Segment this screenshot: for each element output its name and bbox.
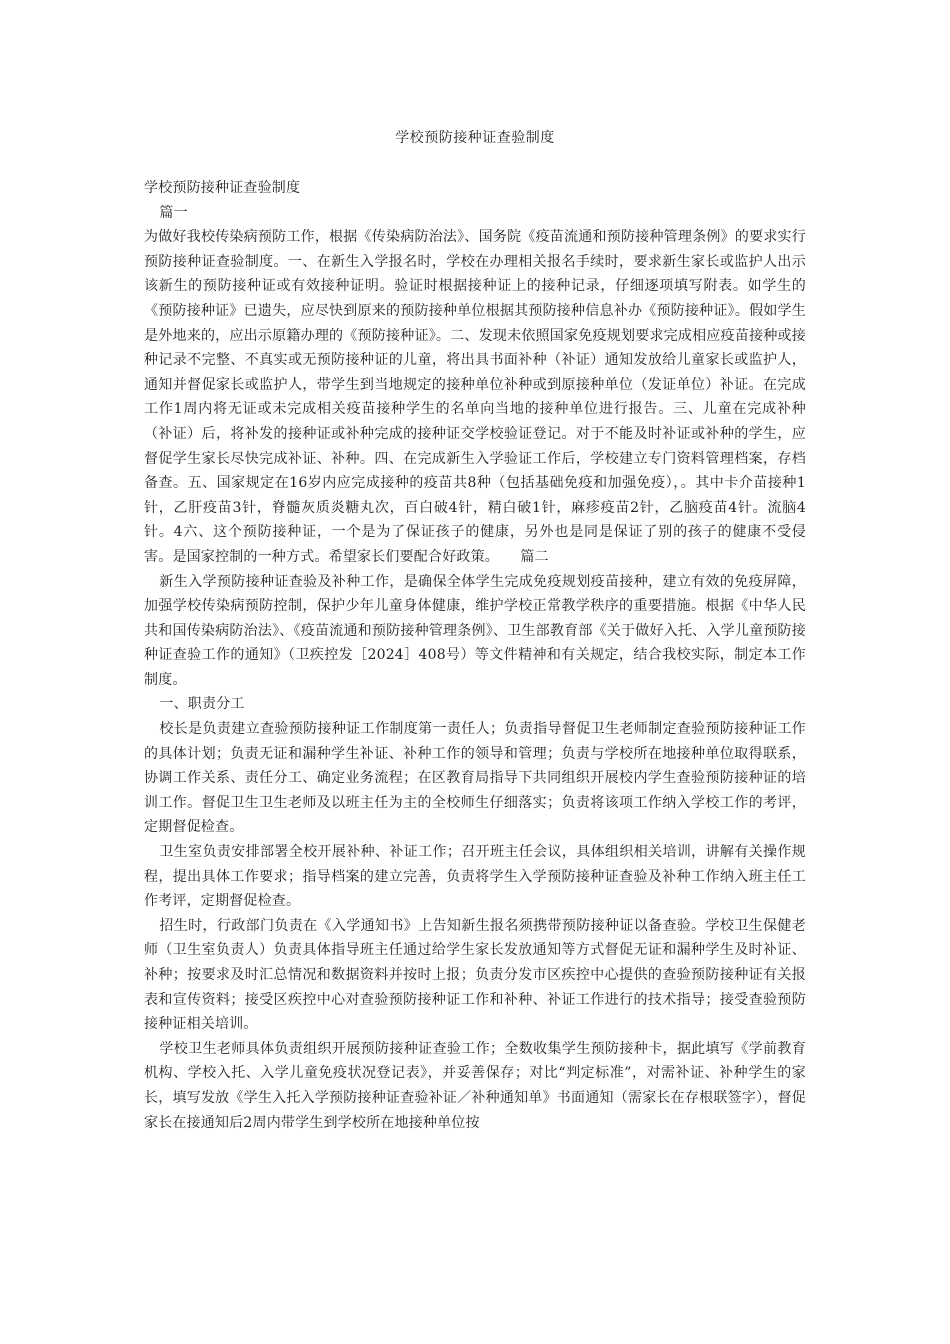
- part-two-label: 篇二: [520, 548, 549, 565]
- teacher-paragraph: 学校卫生老师具体负责组织开展预防接种证查验工作；全数收集学生预防接种卡，据此填写《学前教育机构、学校入托、入学儿童免疫状况登记表》，并妥善保存；对比“判定标准”，对需补证、补种学生的家长，填写发放《学生入托入学预防接种证查验补证／补种通知单》书面通知（需家长在存根联签字），督促家长在接通知后2周内带学生到学校所在地接种单位按: [144, 1040, 806, 1131]
- clinic-paragraph: 卫生室负责安排部署全校开展补种、补证工作；召开班主任会议，具体组织相关培训，讲解有关操作规程，提出具体工作要求；指导档案的建立完善，负责将学生入学预防接种证查验及补种工作纳入班主任工作考评，定期督促检查。: [144, 844, 806, 910]
- enrollment-paragraph: 招生时，行政部门负责在《入学通知书》上告知新生报名须携带预防接种证以备查验。学校卫生保健老师（卫生室负责人）负责具体指导班主任通过给学生家长发放通知等方式督促无证和漏种学生及时补证、补种；按要求及时汇总情况和数据资料并按时上报；负责分发市区疾控中心提供的查验预防接种证有关报表和宣传资料；接受区疾控中心对查验预防接种证工作和补种、补证工作进行的技术指导；接受查验预防接种证相关培训。: [144, 917, 806, 1033]
- part-one-paragraph: [144, 225, 806, 569]
- part-one-text: 为做好我校传染病预防工作，根据《传染病防治法》、国务院《疫苗流通和预防接种管理条例》的要求实行预防接种证查验制度。一、在新生入学报名时，学校在办理相关报名手续时，要求新生家长或监护人出示该新生的预防接种证或有效接种证明。验证时根据接种证上的接种记录，仔细逐项填写附表。如学生的《预防接种证》已遗失，应尽快到原来的预防接种单位根据其预防接种信息补办《预防接种证》。假如学生是外地来的，应出示原籍办理的《预防接种证》。二、发现未依照国家免疫规划要求完成相应疫苗接种或接种记录不完整、不真实或无预防接种证的儿童，将出具书面补种（补证）通知发放给儿童家长或监护人，通知并督促家长或监护人，带学生到当地规定的接种单位补种或到原接种单位（发证单位）补证。在完成工作1周内将无证或未完成相关疫苗接种学生的名单向当地的接种单位进行报告。三、儿童在完成补种（补证）后，将补发的接种证或补种完成的接种证交学校验证登记。对于不能及时补证或补种的学生，应督促学生家长尽快完成补证、补种。四、在完成新生入学验证工作后，学校建立专门资料管理档案，存档备查。五、国家规定在16岁内应完成接种的疫苗共8种（包括基础免疫和加强免疫），。其中卡介苗接种1针，乙肝疫苗3针，脊髓灰质炎糖丸次，百白破4针，精白破1针，麻疹疫苗2针，乙脑疫苗4针。流脑4针。4六、这个预防接种证，一个是为了保证孩子的健康，另外也是同是保证了别的孩子的健康不受侵害。是国家控制的一种方式。希望家长们要配合好政策。: [144, 229, 806, 565]
- document-body: [144, 176, 806, 1135]
- intro-paragraph: 新生入学预防接种证查验及补种工作，是确保全体学生完成免疫规划疫苗接种，建立有效的免疫屏障，加强学校传染病预防控制，保护少年儿童身体健康，维护学校正常教学秩序的重要措施。根据《中华人民共和国传染病防治法》、《疫苗流通和预防接种管理条例》、卫生部教育部《关于做好入托、入学儿童预防接种证查验工作的通知》（卫疾控发［2024］408号）等文件精神和有关规定，结合我校实际，制定本工作制度。: [144, 573, 806, 688]
- section-heading: 一、职责分工: [159, 696, 245, 713]
- document-subtitle: 学校预防接种证查验制度: [144, 180, 301, 196]
- principal-paragraph: 校长是负责建立查验预防接种证工作制度第一责任人；负责指导督促卫生老师制定查验预防接种证工作的具体计划；负责无证和漏种学生补证、补种工作的领导和管理；负责与学校所在地接种单位取得联系，协调工作关系、责任分工、确定业务流程；在区教育局指导下共同组织开展校内学生查验预防接种证的培训工作。督促卫生卫生老师及以班主任为主的全校师生仔细落实；负责将该项工作纳入学校工作的考评，定期督促检查。: [144, 721, 806, 836]
- part-one-label: 篇一: [159, 204, 188, 221]
- document-title: 学校预防接种证查验制度: [395, 130, 555, 146]
